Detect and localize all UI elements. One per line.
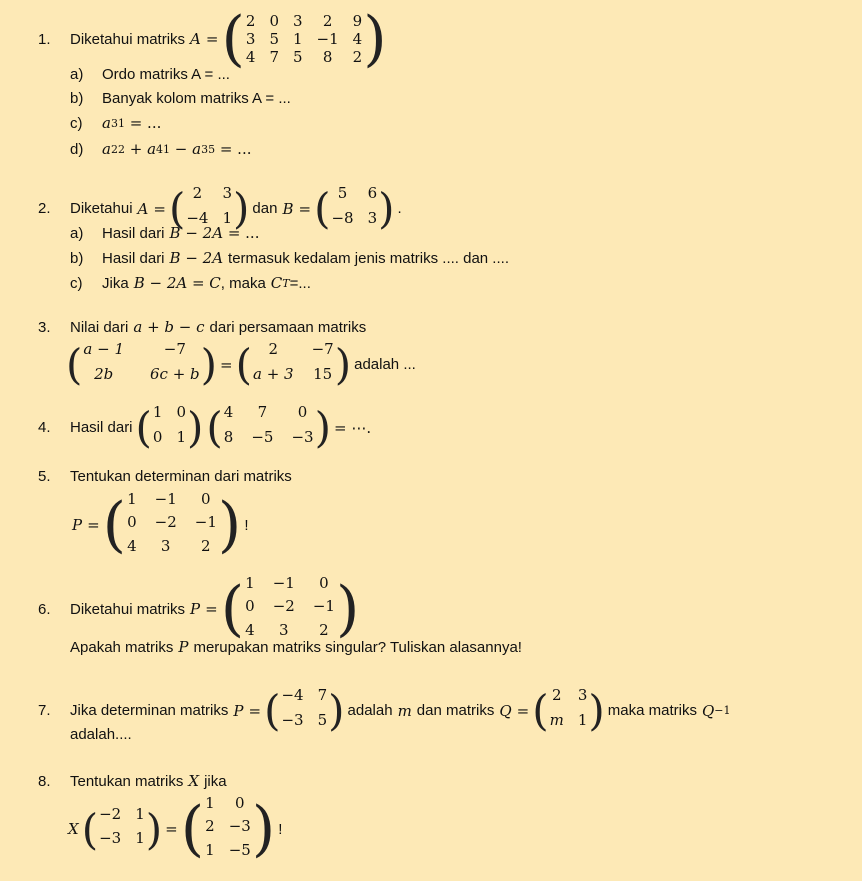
- question-6: 6. Diketahui matriks P = ( 1 −1 0 0 −2 −1 4 3 2 ): [38, 574, 360, 644]
- matrix-cell: 4: [223, 403, 234, 421]
- matrix-cell: 2: [201, 536, 211, 555]
- equals: =: [205, 30, 219, 48]
- matrix-cell: 7: [317, 686, 328, 704]
- matrix-cell: 1: [127, 490, 137, 508]
- matrix-cell: 8: [223, 427, 234, 446]
- matrix-cell: 1: [135, 804, 145, 823]
- matrix-cell: −3: [291, 427, 314, 446]
- matrix-cell: a − 1: [83, 340, 124, 358]
- matrix-cell: 5: [292, 48, 303, 66]
- matrix-grid: [223, 403, 315, 452]
- matrix-cell: 0: [152, 427, 163, 446]
- matrix-grid: [82, 340, 200, 389]
- matrix-cell: −3: [281, 710, 304, 729]
- matrix-grid: [98, 805, 146, 854]
- matrix-right: ( 2 −7 a + 3 15 ): [235, 340, 352, 389]
- matrix-cell: 0: [269, 12, 279, 30]
- matrix-cell: −2: [272, 597, 295, 616]
- matrix-cell: a + 3: [253, 364, 294, 383]
- matrix-grid: [330, 184, 378, 233]
- question-1c: c) a 31 = ...: [70, 114, 162, 132]
- matrix-a: ( 2 3 −4 1 ): [168, 184, 250, 233]
- matrix-cell: 1: [135, 829, 145, 847]
- matrix-cell: 2: [319, 620, 329, 639]
- matrix-second: ( 4 7 0 8 −5 −3 ): [206, 403, 331, 452]
- matrix-cell: −1: [312, 597, 335, 616]
- matrix-cell: m: [549, 710, 564, 729]
- matrix-cell: 2: [245, 12, 256, 30]
- matrix-grid: [245, 4, 363, 74]
- matrix-cell: 4: [245, 48, 256, 66]
- question-text: Diketahui matriks: [70, 30, 186, 48]
- matrix-cell: 3: [160, 536, 171, 555]
- matrix-cell: 2: [268, 340, 279, 358]
- question-3-equation: ( a − 1 −7 2b 6c + b ) = ( 2 −7 a + 3 15 ) adalah ...: [66, 340, 416, 389]
- question-1b: b) Banyak kolom matriks A = ...: [70, 90, 291, 107]
- matrix-cell: 3: [245, 30, 256, 48]
- matrix-cell: 15: [313, 364, 333, 383]
- matrix-cell: −1: [272, 574, 295, 592]
- question-3: 3. Nilai dari a + b − c dari persamaan matriks: [38, 318, 367, 336]
- matrix-cell: 2: [352, 48, 363, 66]
- matrix-cell: −5: [251, 427, 274, 446]
- question-4: 4. Hasil dari ( 1 0 0 1 ) ( 4 7 0 8 −5 −3 ) = ⋯.: [38, 403, 372, 452]
- question-5-matrix: P = ( 1 −1 0 0 −2 −1 4 3 2 ) !: [72, 490, 249, 560]
- question-5: 5. Tentukan determinan dari matriks: [38, 468, 292, 485]
- matrix-cell: 1: [176, 427, 187, 446]
- matrix-grid: [252, 340, 335, 389]
- matrix-grid: [244, 574, 336, 644]
- matrix-cell: −2: [154, 513, 177, 532]
- matrix-q: ( 2 3 m 1 ): [532, 686, 605, 735]
- matrix-b: ( 5 6 −8 3 ): [314, 184, 395, 233]
- matrix-cell: 5: [337, 184, 348, 202]
- matrix-cell: 1: [292, 30, 303, 48]
- matrix-cell: 1: [577, 710, 588, 729]
- question-7-line2: adalah....: [70, 726, 132, 743]
- matrix-p: ( −4 7 −3 5 ): [264, 686, 345, 735]
- matrix-cell: −5: [228, 840, 251, 859]
- matrix-cell: 0: [297, 403, 308, 421]
- matrix-p: ( 1 −1 0 0 −2 −1 4 3 2 ): [102, 490, 242, 560]
- matrix-left: ( −2 1 −3 1 ): [81, 804, 163, 854]
- matrix-identity: ( 1 0 0 1 ): [135, 403, 204, 452]
- matrix-cell: 3: [278, 620, 289, 639]
- matrix-grid: [152, 403, 187, 452]
- matrix-cell: 4: [245, 620, 255, 639]
- matrix-cell: 7: [257, 403, 268, 421]
- matrix-cell: 8: [322, 48, 333, 66]
- matrix-cell: 9: [352, 12, 363, 30]
- matrix-grid: [549, 686, 589, 735]
- matrix-cell: 0: [127, 513, 137, 532]
- matrix-p: ( 1 −1 0 0 −2 −1 4 3 2 ): [220, 574, 360, 644]
- matrix-cell: 0: [176, 403, 187, 421]
- matrix-cell: 2: [551, 686, 562, 704]
- matrix-cell: 0: [201, 490, 211, 508]
- matrix-cell: −1: [316, 30, 339, 48]
- matrix-cell: −3: [228, 817, 251, 836]
- matrix-grid: [126, 490, 218, 560]
- question-2b: b) Hasil dari B − 2A termasuk kedalam jenis matriks .... dan ....: [70, 249, 509, 267]
- matrix-left: ( a − 1 −7 2b 6c + b ): [66, 340, 218, 389]
- matrix-cell: 3: [577, 686, 588, 704]
- matrix-cell: −1: [194, 513, 217, 532]
- question-1: [38, 4, 390, 74]
- matrix-cell: 2: [205, 817, 215, 836]
- matrix-cell: 4: [352, 30, 363, 48]
- matrix-grid: [280, 686, 328, 735]
- matrix-right: ( 1 0 2 −3 1 −5 ): [180, 794, 276, 864]
- matrix-cell: −2: [99, 804, 122, 823]
- matrix-cell: 6: [367, 184, 378, 202]
- question-1a: a) Ordo matriks A = ...: [70, 66, 230, 83]
- matrix-var: A: [190, 30, 201, 48]
- matrix-a: ( 2 0 3 2 9 3 5 1 −1 4 4 7 5 8 2 ): [221, 4, 387, 74]
- matrix-cell: 4: [127, 536, 137, 555]
- matrix-cell: 1: [205, 794, 215, 812]
- matrix-cell: −7: [311, 340, 334, 358]
- matrix-cell: 0: [319, 574, 329, 592]
- question-number: 1.: [38, 30, 51, 48]
- matrix-cell: 7: [269, 48, 279, 66]
- question-8-equation: X ( −2 1 −3 1 ) = ( 1 0 2 −3 1 −5 ) !: [68, 794, 283, 864]
- matrix-cell: 5: [269, 30, 279, 48]
- matrix-cell: −7: [163, 340, 186, 358]
- matrix-cell: −8: [331, 208, 354, 227]
- question-7: 7. Jika determinan matriks P = ( −4 7 −3 5 ) adalah m dan matriks Q = ( 2 3 m 1 ) maka matriks Q −1: [38, 686, 731, 735]
- question-2a: a) Hasil dari B − 2A = ...: [70, 224, 260, 242]
- matrix-cell: 0: [245, 597, 255, 616]
- matrix-cell: 5: [317, 710, 328, 729]
- matrix-cell: 2: [322, 12, 333, 30]
- question-2c: c) Jika B − 2A = C , maka C T =...: [70, 274, 311, 292]
- matrix-cell: 2: [192, 184, 203, 202]
- matrix-cell: 2b: [94, 364, 114, 383]
- matrix-cell: 3: [367, 208, 378, 227]
- matrix-cell: −4: [186, 208, 209, 227]
- matrix-cell: 0: [234, 794, 245, 812]
- matrix-cell: 1: [205, 840, 215, 859]
- matrix-cell: 1: [245, 574, 255, 592]
- matrix-grid: [204, 794, 252, 864]
- question-6-prompt: Apakah matriks P merupakan matriks singular? Tuliskan alasannya!: [70, 638, 522, 656]
- matrix-cell: 3: [292, 12, 303, 30]
- matrix-cell: −3: [99, 829, 122, 847]
- matrix-cell: 6c + b: [149, 364, 200, 383]
- question-2: 2. Diketahui A = ( 2 3 −4 1 ) dan B = ( 5 6 −8 3 ) .: [38, 184, 402, 233]
- matrix-cell: −1: [154, 490, 177, 508]
- matrix-cell: 1: [222, 208, 233, 227]
- matrix-cell: 1: [152, 403, 163, 421]
- matrix-cell: −4: [281, 686, 304, 704]
- matrix-cell: 3: [222, 184, 233, 202]
- question-8: 8. Tentukan matriks X jika: [38, 772, 227, 790]
- question-1d: d) a 22 + a 41 − a 35 = ...: [70, 140, 252, 158]
